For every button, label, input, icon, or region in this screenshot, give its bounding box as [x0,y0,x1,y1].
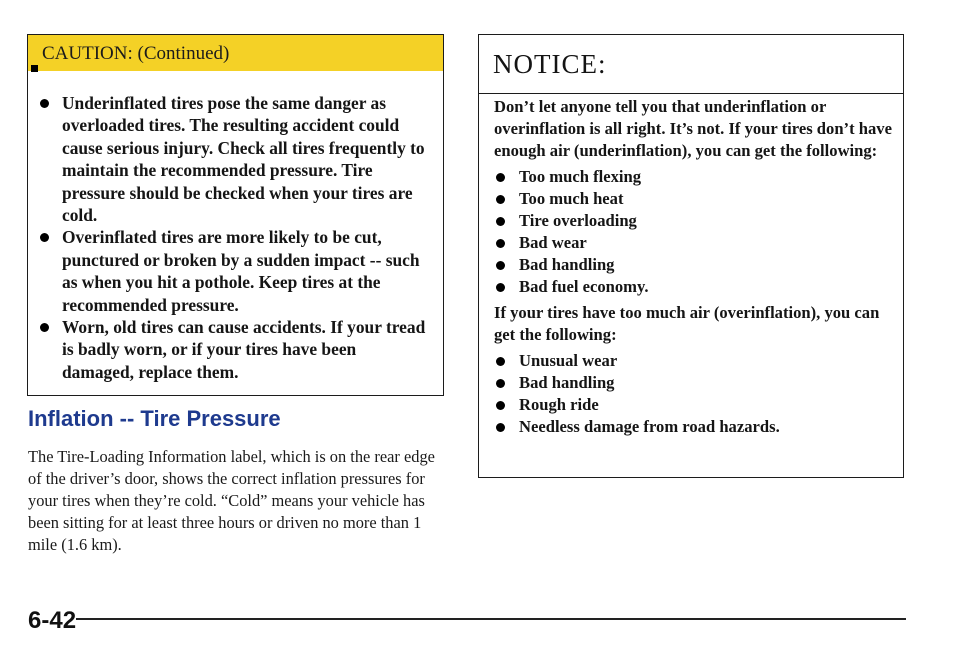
list-item [494,188,895,210]
footer-divider [76,618,906,620]
bullet-icon [40,323,49,332]
bullet-icon [496,261,505,270]
bullet-icon [496,401,505,410]
bullet-icon [496,357,505,366]
notice-header [479,35,903,94]
list-item-text: Too much flexing [519,167,642,186]
list-item-text: Tire overloading [519,211,637,230]
overinflation-list [494,350,895,438]
section-heading: Inflation -- Tire Pressure [28,406,281,431]
bullet-icon [40,99,49,108]
page-number: 6-42 [28,607,77,634]
list-item [494,276,895,298]
caution-item-text: Worn, old tires can cause accidents. If your tread is badly worn, or if your tires have been damaged, replace them. [62,317,426,382]
notice-over-intro: If your tires have too much air (overinflation), you can get the following: [494,303,880,344]
list-item-text: Bad handling [519,255,615,274]
bullet-icon [496,173,505,182]
bullet-icon [40,233,49,242]
caution-marker-icon [31,65,38,72]
caution-title: CAUTION: (Continued) [42,43,230,64]
list-item-text: Needless damage from road hazards. [519,417,780,436]
list-item [494,372,895,394]
notice-box [478,34,904,478]
bullet-icon [496,423,505,432]
bullet-icon [496,239,505,248]
bullet-icon [496,195,505,204]
inflation-body-text: The Tire-Loading Information label, which is on the rear edge of the driver’s door, shows the correct inflation pressures for your tires when they’re cold. “Cold” means your vehicle has been sitting for at least three hours or driven no more than 1 mile (1.6 km). [28,447,435,554]
list-item [494,232,895,254]
list-item-text: Too much heat [519,189,624,208]
caution-item [28,226,443,316]
caution-item-text: Overinflated tires are more likely to be cut, punctured or broken by a sudden impact -- such as when you hit a pothole. Keep tires at the recommended pressure. [62,227,420,315]
underinflation-list [494,166,895,298]
notice-title: NOTICE: [493,49,607,79]
caution-item [28,316,443,383]
list-item-text: Bad fuel economy. [519,277,649,296]
notice-intro: Don’t let anyone tell you that underinflation or overinflation is all right. It’s not. If your tires don’t have enough air (underinflation), you can get the following: [494,97,892,160]
caution-box [27,34,444,396]
list-item [494,350,895,372]
caution-item [28,92,443,226]
bullet-icon [496,217,505,226]
list-item [494,394,895,416]
list-item-text: Unusual wear [519,351,618,370]
caution-list [28,92,443,383]
list-item [494,166,895,188]
bullet-icon [496,283,505,292]
caution-header [28,35,443,71]
list-item [494,210,895,232]
list-item [494,254,895,276]
notice-body [494,96,895,442]
list-item-text: Bad wear [519,233,587,252]
list-item-text: Rough ride [519,395,599,414]
bullet-icon [496,379,505,388]
list-item [494,416,895,438]
list-item-text: Bad handling [519,373,615,392]
caution-item-text: Underinflated tires pose the same danger as overloaded tires. The resulting accident could cause serious injury. Check all tires frequently to maintain the recommended pressure. Tire pressure should be checked when your tires are cold. [62,93,425,226]
